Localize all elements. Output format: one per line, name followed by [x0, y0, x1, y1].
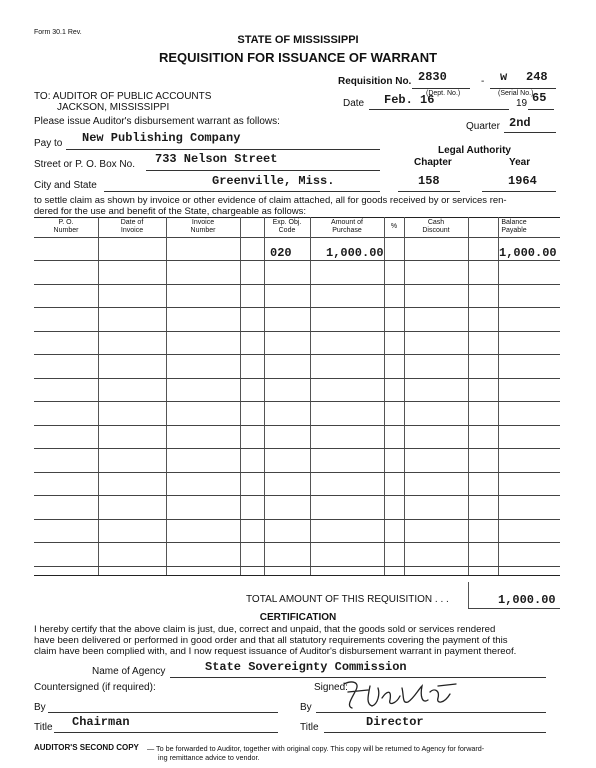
director-signature [338, 678, 468, 714]
col-header-percent: % [390, 223, 398, 230]
col-header-invoice-number: Invoice Number [190, 219, 216, 234]
form-title: REQUISITION FOR ISSUANCE OF WARRANT [158, 50, 438, 65]
date-value: Feb. 16 [384, 93, 435, 107]
agency-name-value: State Sovereignty Commission [205, 660, 407, 674]
settle-text-2: dered for the use and benefit of the State, chargeable as follows: [34, 206, 306, 217]
footer-note-2: ing remittance advice to vendor. [158, 753, 260, 762]
year-prefix: 19 [516, 98, 528, 109]
by-label-right: By [300, 702, 312, 713]
year-value: 1964 [508, 174, 537, 188]
legal-authority-heading: Legal Authority [438, 145, 511, 156]
certification-line-3: claim have been complied with, and I now request issuance of Auditor's disbursement warrant in payment thereof. [34, 646, 517, 657]
certification-line-2: have been delivered or performed in good order and that all statutory requirements covering the payment of this [34, 635, 508, 646]
total-label: TOTAL AMOUNT OF THIS REQUISITION . . . [246, 594, 449, 605]
countersigned-label: Countersigned (if required): [34, 682, 156, 693]
col-header-invoice-date: Date of Invoice [120, 219, 144, 234]
quarter-value: 2nd [509, 116, 531, 130]
form-number: Form 30.1 Rev. [34, 29, 82, 36]
serial-number: 248 [526, 70, 548, 84]
table-row-1-code: 020 [270, 246, 292, 260]
dept-no-caption: (Dept. No.) [426, 90, 461, 97]
to-line-1: TO: AUDITOR OF PUBLIC ACCOUNTS [34, 91, 212, 102]
year-label: Year [509, 157, 531, 168]
street-value: 733 Nelson Street [155, 152, 278, 166]
col-header-balance: Balance Payable [501, 219, 527, 234]
copy-label: AUDITOR'S SECOND COPY [34, 743, 139, 752]
certification-line-1: I hereby certify that the above claim is just, due, correct and unpaid, that the goods sold or services rendered [34, 624, 496, 635]
by-label-left: By [34, 702, 46, 713]
requisition-dash: - [481, 76, 485, 87]
w-prefix: w [500, 70, 508, 84]
street-label: Street or P. O. Box No. [34, 159, 135, 170]
table-row-1-amount: 1,000.00 [326, 246, 384, 260]
agency-name-label: Name of Agency [92, 666, 166, 677]
quarter-label: Quarter [466, 121, 500, 132]
title-label-left: Title [34, 722, 53, 733]
total-value: 1,000.00 [498, 593, 556, 607]
city-value: Greenville, Miss. [212, 174, 335, 188]
requisition-label: Requisition No. [338, 76, 412, 87]
signed-label: Signed: [314, 682, 348, 693]
col-header-exp-code: Exp. Obj. Code [272, 219, 302, 234]
city-label: City and State [34, 180, 97, 191]
certification-heading: CERTIFICATION [259, 612, 337, 623]
dept-number: 2830 [418, 70, 447, 84]
pay-to-value: New Publishing Company [82, 131, 241, 145]
title-label-right: Title [300, 722, 319, 733]
footer-note-1: — To be forwarded to Auditor, together with original copy. This copy will be returned to Agency for forward- [147, 744, 485, 753]
col-header-amount: Amount of Purchase [331, 219, 363, 234]
left-title-value: Chairman [72, 715, 130, 729]
col-header-cash-discount: Cash Discount [422, 219, 450, 234]
right-title-value: Director [366, 715, 424, 729]
year-suffix: 65 [532, 91, 547, 105]
instruction-text: Please issue Auditor's disbursement warrant as follows: [34, 116, 280, 127]
serial-no-caption: (Serial No.) [498, 90, 534, 97]
chapter-value: 158 [418, 174, 440, 188]
table-row-1-balance: 1,000.00 [499, 246, 557, 260]
col-header-po: P. O. Number [53, 219, 79, 234]
state-heading: STATE OF MISSISSIPPI [237, 34, 359, 46]
chapter-label: Chapter [414, 157, 452, 168]
pay-to-label: Pay to [34, 138, 63, 149]
to-line-2: JACKSON, MISSISSIPPI [57, 102, 170, 113]
date-label: Date [343, 98, 365, 109]
settle-text-1: to settle claim as shown by invoice or other evidence of claim attached, all for goods received by or services ren- [34, 195, 507, 206]
